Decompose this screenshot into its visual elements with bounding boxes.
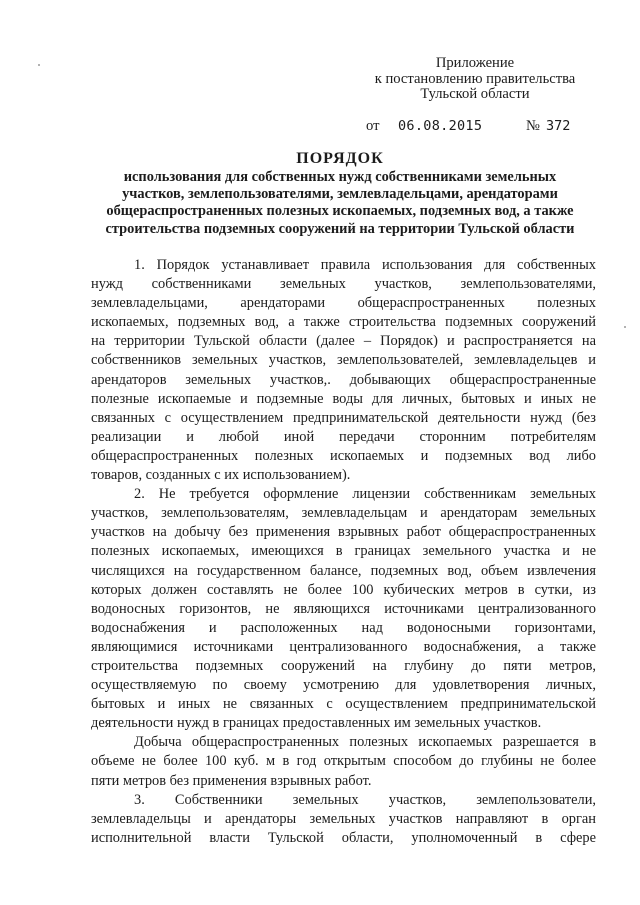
body-line: полезных ископаемых, имеющихся в границах земельного участка и не: [91, 543, 596, 560]
from-label: от: [366, 118, 380, 134]
body-line: Добыча общераспространенных полезных ископаемых разрешается в: [134, 734, 596, 751]
body-line: арендаторов земельных участков,. добывающих общераспространенные: [91, 371, 596, 388]
body-line: осуществляемую по своему усмотрению для удовлетворения личных,: [91, 677, 596, 694]
body-line: участков, землепользователям, землевладельцам и арендаторам земельных: [91, 505, 596, 522]
scan-speck: [38, 64, 40, 66]
document-body: [91, 256, 596, 848]
body-line: объеме не более 100 куб. м в год открытым способом до глубины не более: [91, 753, 596, 770]
scan-speck: [624, 326, 626, 328]
body-line: являющимися источниками централизованного водоснабжения, а также: [91, 638, 596, 655]
body-line: строительства подземных сооружений на глубину до пяти метров,: [91, 657, 596, 674]
body-line: собственников земельных участков, землепользователей, землевладельцев и: [91, 352, 596, 369]
body-line: полезные ископаемые и подземные воды для личных, бытовых и иных не: [91, 390, 596, 407]
body-line: ископаемых, подземных вод, а также строительства подземных сооружений: [91, 314, 596, 331]
body-line: числящихся на государственном балансе, подземных вод, объем извлечения: [91, 562, 596, 579]
appendix-header: [360, 56, 590, 103]
document-subtitle: [80, 169, 600, 238]
appendix-line: Приложение: [435, 55, 515, 71]
subtitle-line: использования для собственных нужд собственниками земельных: [123, 169, 557, 185]
appendix-line: к постановлению правительства: [374, 70, 576, 87]
body-line: 2. Не требуется оформление лицензии собственникам земельных: [134, 486, 596, 503]
body-line: землевладельцами, арендаторами общераспространенных полезных: [91, 295, 596, 312]
number-sign: №: [526, 118, 540, 134]
body-line: деятельности нужд в границах предоставленных им земельных участков.: [91, 715, 542, 732]
body-line: на территории Тульской области (далее – Порядок) и распространяется на: [91, 333, 596, 350]
body-line: водоносных горизонтов, не являющихся источниками централизованного: [91, 600, 596, 617]
body-line: нужд собственниками земельных участков, землепользователями,: [91, 276, 596, 293]
body-line: реализации и любой иной передачи сторонним потребителям: [91, 428, 596, 445]
resolution-number: 372: [546, 118, 571, 134]
body-line: товаров, созданных с их использованием).: [91, 467, 351, 484]
body-line: пяти метров без применения взрывных работ.: [91, 772, 372, 789]
subtitle-line: общераспространенных полезных ископаемых, подземных вод, а также: [106, 203, 574, 220]
body-line: связанных с осуществлением предпринимательской деятельности нужд (без: [91, 409, 596, 426]
resolution-date-line: [366, 118, 586, 136]
body-line: 3. Собственники земельных участков, землепользователи,: [134, 791, 596, 808]
appendix-line: Тульской области: [420, 86, 530, 102]
resolution-date: 06.08.2015: [398, 118, 483, 134]
body-line: 1. Порядок устанавливает правила использования для собственных: [134, 257, 596, 273]
body-line: землевладельцы и арендаторы земельных участков направляют в орган: [91, 810, 596, 827]
body-line: водоснабжения и расположенных над водоносными горизонтами,: [91, 619, 596, 636]
body-line: бытовых и иных не связанных с осуществлением предпринимательской: [91, 696, 596, 713]
subtitle-line: участков, землепользователями, землевладельцами, арендаторами: [122, 186, 558, 203]
body-line: общераспространенных полезных ископаемых и подземных вод либо: [91, 447, 596, 464]
document-title: ПОРЯДОК: [296, 150, 384, 167]
body-line: участков на добычу без применения взрывных работ общераспространенных: [91, 524, 596, 541]
body-line: исполнительной власти Тульской области, уполномоченный в сфере: [91, 829, 596, 846]
body-line: которых должен составлять не более 100 кубических метров в сутки, из: [91, 581, 596, 598]
subtitle-line: строительства подземных сооружений на территории Тульской области: [105, 220, 575, 237]
